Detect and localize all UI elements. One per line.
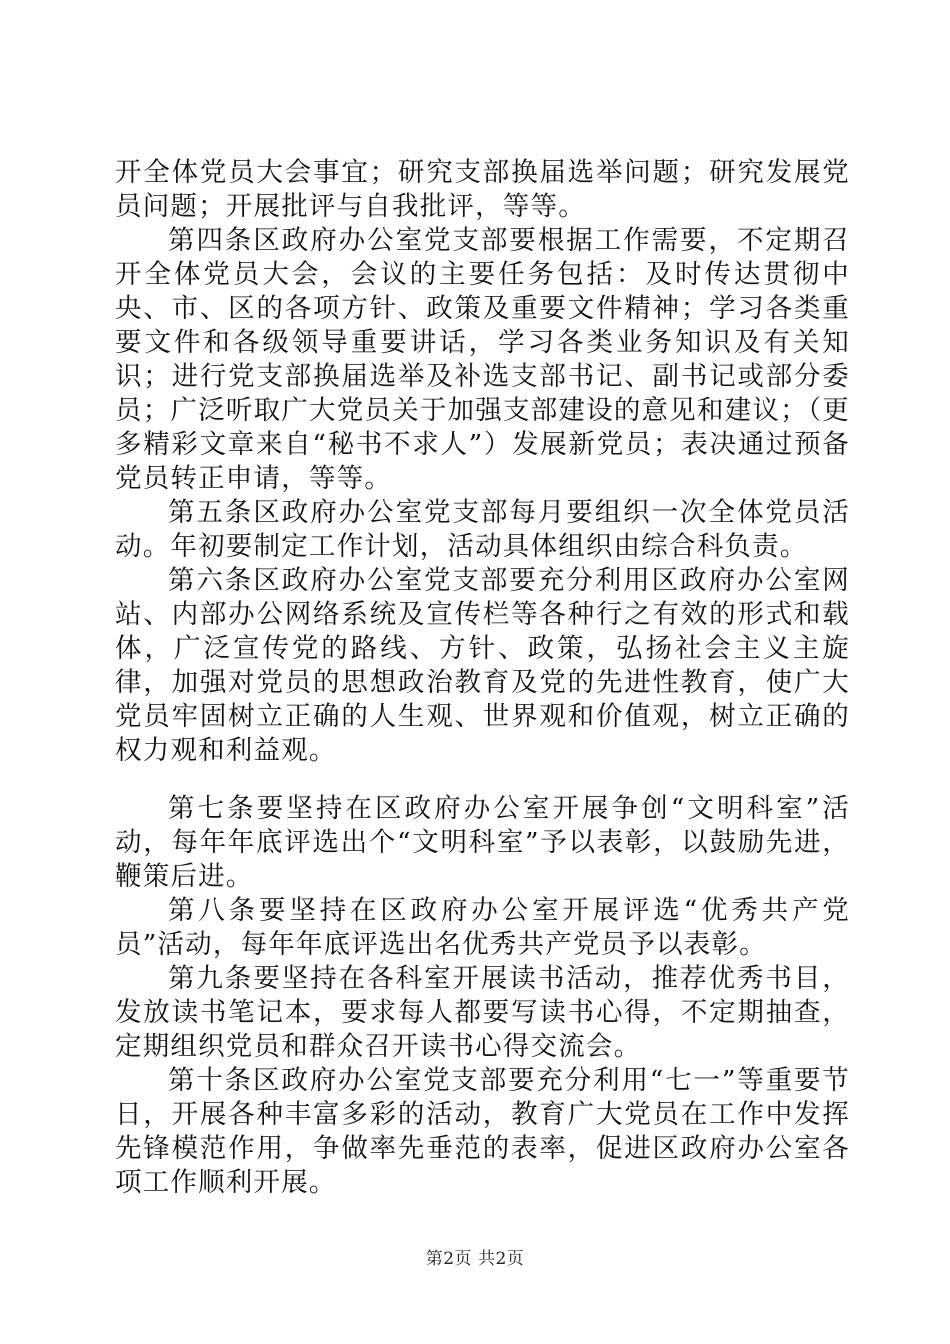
paragraph-article-10: 第十条区政府办公室党支部要充分利用“七一”等重要节日，开展各种丰富多彩的活动，教育广大党员在工作中发挥先锋模范作用，争做率先垂范的表率，促进区政府办公室各项工作顺利开展。 [115, 1065, 850, 1198]
paragraph-article-7: 第七条要坚持在区政府办公室开展争创“文明科室”活动，每年年底评选出个“文明科室”予以表彰，以鼓励先进，鞭策后进。 [115, 793, 850, 892]
paragraph-article-5: 第五条区政府办公室党支部每月要组织一次全体党员活动。年初要制定工作计划，活动具体组织由综合科负责。 [115, 497, 850, 562]
paragraph-article-4: 第四条区政府办公室党支部要根据工作需要，不定期召开全体党员大会，会议的主要任务包括：及时传达贯彻中央、市、区的各项方针、政策及重要文件精神；学习各类重要文件和各级领导重要讲话，学习各类业务知识及有关知识；进行党支部换届选举及补选支部书记、副书记或部分委员；广泛听取广大党员关于加强支部建设的意见和建议；（更多精彩文章来自“秘书不求人”）发展新党员；表决通过预备党员转正申请，等等。 [115, 225, 850, 494]
page-number-footer: 第2页 共2页 [425, 1249, 525, 1269]
paragraph-article-9: 第九条要坚持在各科室开展读书活动，推荐优秀书目，发放读书笔记本，要求每人都要写读书心得，不定期抽查，定期组织党员和群众召开读书心得交流会。 [115, 963, 850, 1062]
paragraph-article-8: 第八条要坚持在区政府办公室开展评选“优秀共产党员”活动，每年年底评选出名优秀共产党员予以表彰。 [115, 895, 850, 960]
paragraph-article-6: 第六条区政府办公室党支部要充分利用区政府办公室网站、内部办公网络系统及宣传栏等各种行之有效的形式和载体，广泛宣传党的路线、方针、政策，弘扬社会主义主旋律，加强对党员的思想政治教育及党的先进性教育，使广大党员牢固树立正确的人生观、世界观和价值观，树立正确的权力观和利益观。 [115, 565, 850, 766]
paragraph-spacer [115, 768, 850, 792]
document-body [115, 156, 850, 1200]
paragraph-continuation: 开全体党员大会事宜；研究支部换届选举问题；研究发展党员问题；开展批评与自我批评，等等。 [115, 157, 850, 222]
